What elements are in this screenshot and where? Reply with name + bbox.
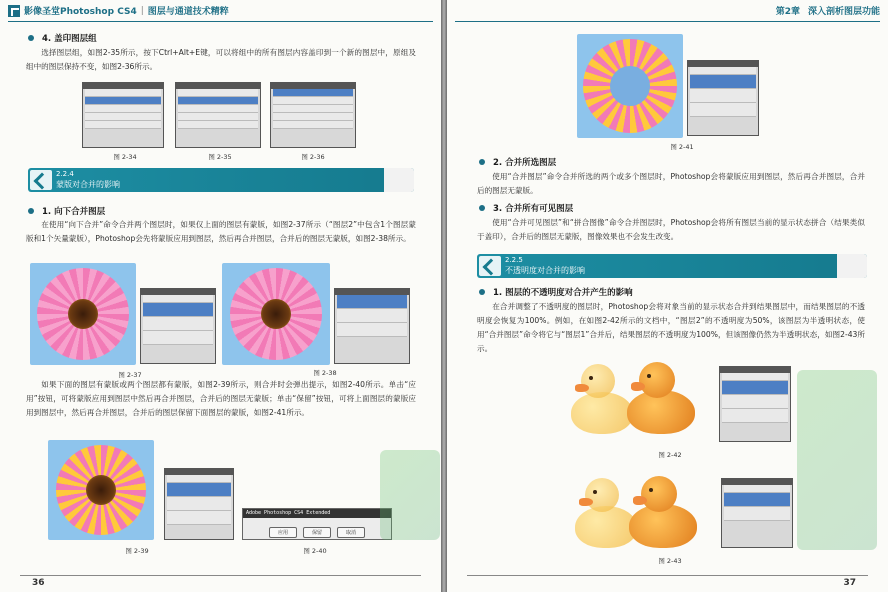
caption-2-36: 图 2-36 — [301, 153, 325, 161]
left-page — [0, 0, 441, 592]
banner-number: 2.2.5 — [505, 256, 523, 264]
figure-2-42-layers-panel — [719, 366, 791, 442]
figure-2-39-layers-panel — [164, 468, 234, 540]
caption-2-43: 图 2-43 — [658, 557, 682, 565]
footer-rule — [467, 575, 868, 576]
book-subtitle: 图层与通道技术精粹 — [147, 7, 229, 17]
figure-2-41-flower-image — [577, 34, 683, 138]
figure-2-39-flower-image — [48, 440, 154, 540]
figure-2-40-merge-dialog — [242, 508, 392, 540]
banner-tail — [384, 168, 414, 192]
figure-2-43-layers-panel — [721, 478, 793, 548]
figure-2-36-layers-panel — [270, 82, 356, 148]
caption-2-37: 图 2-37 — [118, 371, 142, 379]
bullet-dot-icon — [28, 35, 34, 41]
chapter-number: 第2章 — [775, 7, 800, 17]
figure-2-35-layers-panel — [175, 82, 261, 148]
caption-2-41: 图 2-41 — [670, 143, 694, 151]
header-separator: | — [140, 5, 144, 16]
figure-2-43-duck-right — [625, 474, 701, 550]
page-number-left: 36 — [32, 578, 45, 588]
figure-2-37-flower-image — [30, 263, 136, 365]
caption-2-42: 图 2-42 — [658, 451, 682, 459]
caption-2-34: 图 2-34 — [113, 153, 137, 161]
figure-2-37-layers-panel — [140, 288, 216, 364]
caption-2-35: 图 2-35 — [208, 153, 232, 161]
cancel-button[interactable]: 取消 — [337, 527, 365, 538]
banner-number: 2.2.4 — [56, 170, 74, 178]
para-opacity-effect: 在合并调整了不透明度的图层时，Photoshop会将对象当前的显示状态合并到结果图层中，而结果图层的不透明度会恢复为100%。例如，在如图2-42所示的文档中，“图层2”的不透明度为50%，该图层为半透明状态，使用“合并图层”命令将它与“图层1”合并后，结果图层的不透明度为100%，但该图像仍然为半透明状态，如图2-43所示。 — [477, 302, 865, 353]
figure-2-38-flower-image — [222, 263, 330, 365]
bullet-dot-icon — [479, 205, 485, 211]
heading-merge-visible: 3. 合并所有可见图层 — [479, 202, 573, 214]
dialog-title: Adobe Photoshop CS4 Extended — [243, 509, 391, 518]
right-page — [447, 0, 888, 592]
keep-button[interactable]: 保留 — [303, 527, 331, 538]
caption-2-40: 图 2-40 — [303, 547, 327, 555]
para-merge-visible: 使用“合并可见图层”和“拼合图像”命令合并图层时，Photoshop会将所有图层当前的显示状态拼合（结果类似于盖印），合并后的图层无蒙版，图像效果也不会发生改变。 — [477, 218, 865, 241]
bullet-dot-icon — [479, 289, 485, 295]
caption-2-39: 图 2-39 — [125, 547, 149, 555]
figure-2-41-layers-panel — [687, 60, 759, 136]
banner-tail — [837, 254, 867, 278]
heading-opacity-effect: 1. 图层的不透明度对合并产生的影响 — [479, 286, 633, 298]
para-merge-down: 在使用“向下合并”命令合并两个图层时，如果仅上面的图层有蒙版，如图2-37所示（“图层2”中包含1个图层蒙版和1个矢量蒙版），Photoshop会先将蒙版应用到图层，然后再合并图层，合并后的图层无蒙版，如图2-38所示。 — [26, 220, 416, 243]
section-banner-2-2-5 — [477, 254, 867, 278]
figure-2-42-duck-right — [623, 360, 699, 436]
section-banner-2-2-4 — [28, 168, 414, 192]
corner-decoration — [380, 450, 440, 540]
banner-title: 不透明度对合并的影响 — [505, 266, 585, 275]
figure-2-34-layers-panel — [82, 82, 164, 148]
section-arrow-icon — [30, 170, 52, 190]
corner-decoration — [797, 370, 877, 550]
heading-stamp-group: 4. 盖印图层组 — [28, 32, 97, 44]
bullet-dot-icon — [479, 159, 485, 165]
chapter-title: 深入剖析图层功能 — [807, 7, 880, 17]
left-running-header — [8, 0, 433, 22]
book-logo-icon — [8, 5, 20, 17]
banner-title: 蒙版对合并的影响 — [56, 180, 120, 189]
heading-merge-down: 1. 向下合并图层 — [28, 205, 105, 217]
heading-merge-selected: 2. 合并所选图层 — [479, 156, 556, 168]
para-stamp-group: 选择图层组，如图2-35所示，按下Ctrl+Alt+E键，可以将组中的所有图层内容盖印到一个新的图层中，原组及组中的图层保持不变，如图2-36所示。 — [26, 48, 416, 71]
page-number-right: 37 — [843, 578, 856, 588]
para-merge-selected: 使用“合并图层”命令合并所选的两个或多个图层时，Photoshop会将蒙版应用到图层，然后再合并图层，合并后的图层无蒙版。 — [477, 172, 865, 195]
section-arrow-icon — [479, 256, 501, 276]
book-title: 影像圣堂Photoshop CS4 — [24, 7, 137, 17]
figure-2-38-layers-panel — [334, 288, 410, 364]
para-mask-prompt: 如果下面的图层有蒙版或两个图层都有蒙版，如图2-39所示，则合并时会弹出提示，如图2-40所示。单击“应用”按钮，可将蒙版应用到图层中然后再合并图层，合并后的图层无蒙版；单击“保留”按钮，可将上面图层的蒙版应用到图层中，然后再合并图层，合并后的图层保留下面图层的蒙版，如图2-41所示。 — [26, 380, 416, 417]
bullet-dot-icon — [28, 208, 34, 214]
caption-2-38: 图 2-38 — [313, 369, 337, 377]
right-running-header — [455, 0, 880, 22]
apply-button[interactable]: 应用 — [269, 527, 297, 538]
footer-rule — [20, 575, 421, 576]
